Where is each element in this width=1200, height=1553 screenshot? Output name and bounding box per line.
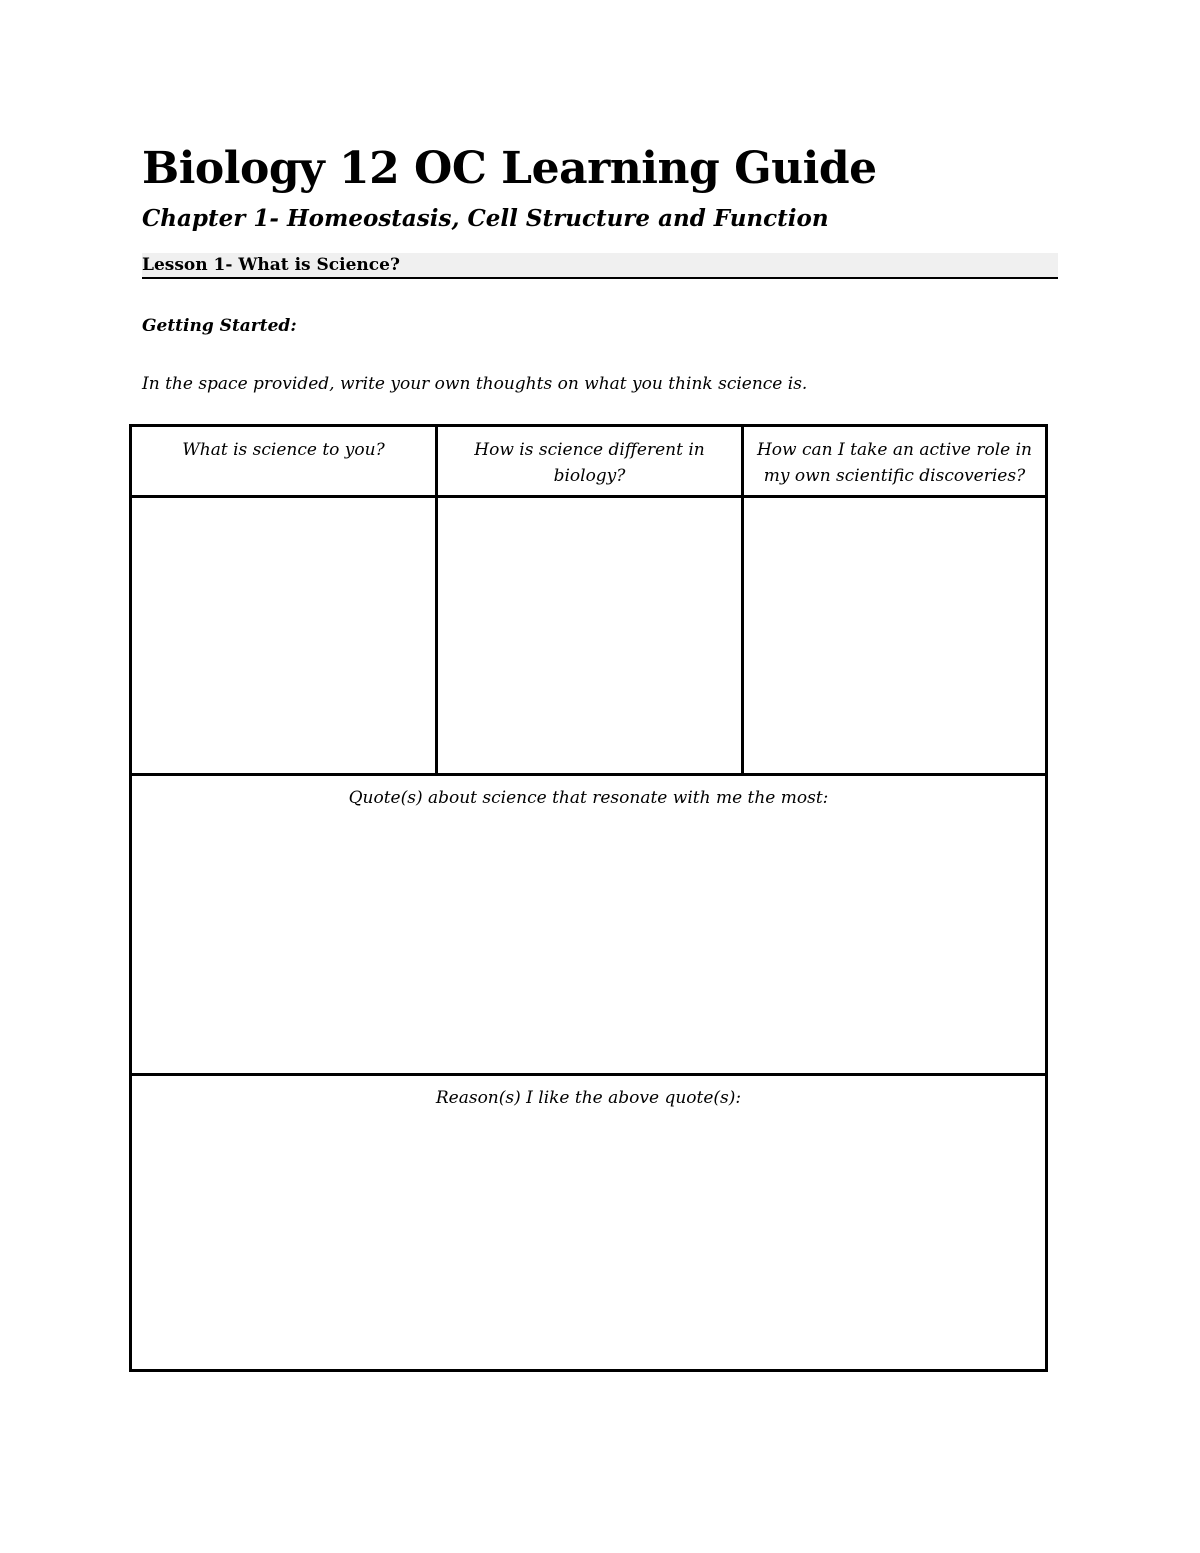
lesson-heading-bar	[142, 253, 1058, 279]
quotes-answer-area[interactable]	[132, 773, 1045, 1073]
lesson-heading: Lesson 1- What is Science?	[142, 255, 400, 275]
worksheet-table	[129, 424, 1048, 1372]
page-title: Biology 12 OC Learning Guide	[142, 143, 877, 194]
column-header-1: What is science to you?	[132, 427, 438, 498]
reasons-label: Reason(s) I like the above quote(s):	[435, 1088, 742, 1108]
section-heading: Getting Started:	[142, 316, 297, 336]
answer-area-2[interactable]	[438, 498, 744, 773]
quotes-label: Quote(s) about science that resonate with me the most:	[348, 788, 829, 808]
chapter-subtitle: Chapter 1- Homeostasis, Cell Structure and Function	[142, 205, 829, 232]
instructions-text: In the space provided, write your own thoughts on what you think science is.	[142, 374, 808, 394]
column-header-3: How can I take an active role in my own scientific discoveries?	[744, 427, 1045, 498]
answer-area-3[interactable]	[744, 498, 1045, 773]
answer-area-1[interactable]	[132, 498, 438, 773]
reasons-answer-area[interactable]	[132, 1073, 1045, 1369]
column-header-2: How is science different in biology?	[438, 427, 744, 498]
